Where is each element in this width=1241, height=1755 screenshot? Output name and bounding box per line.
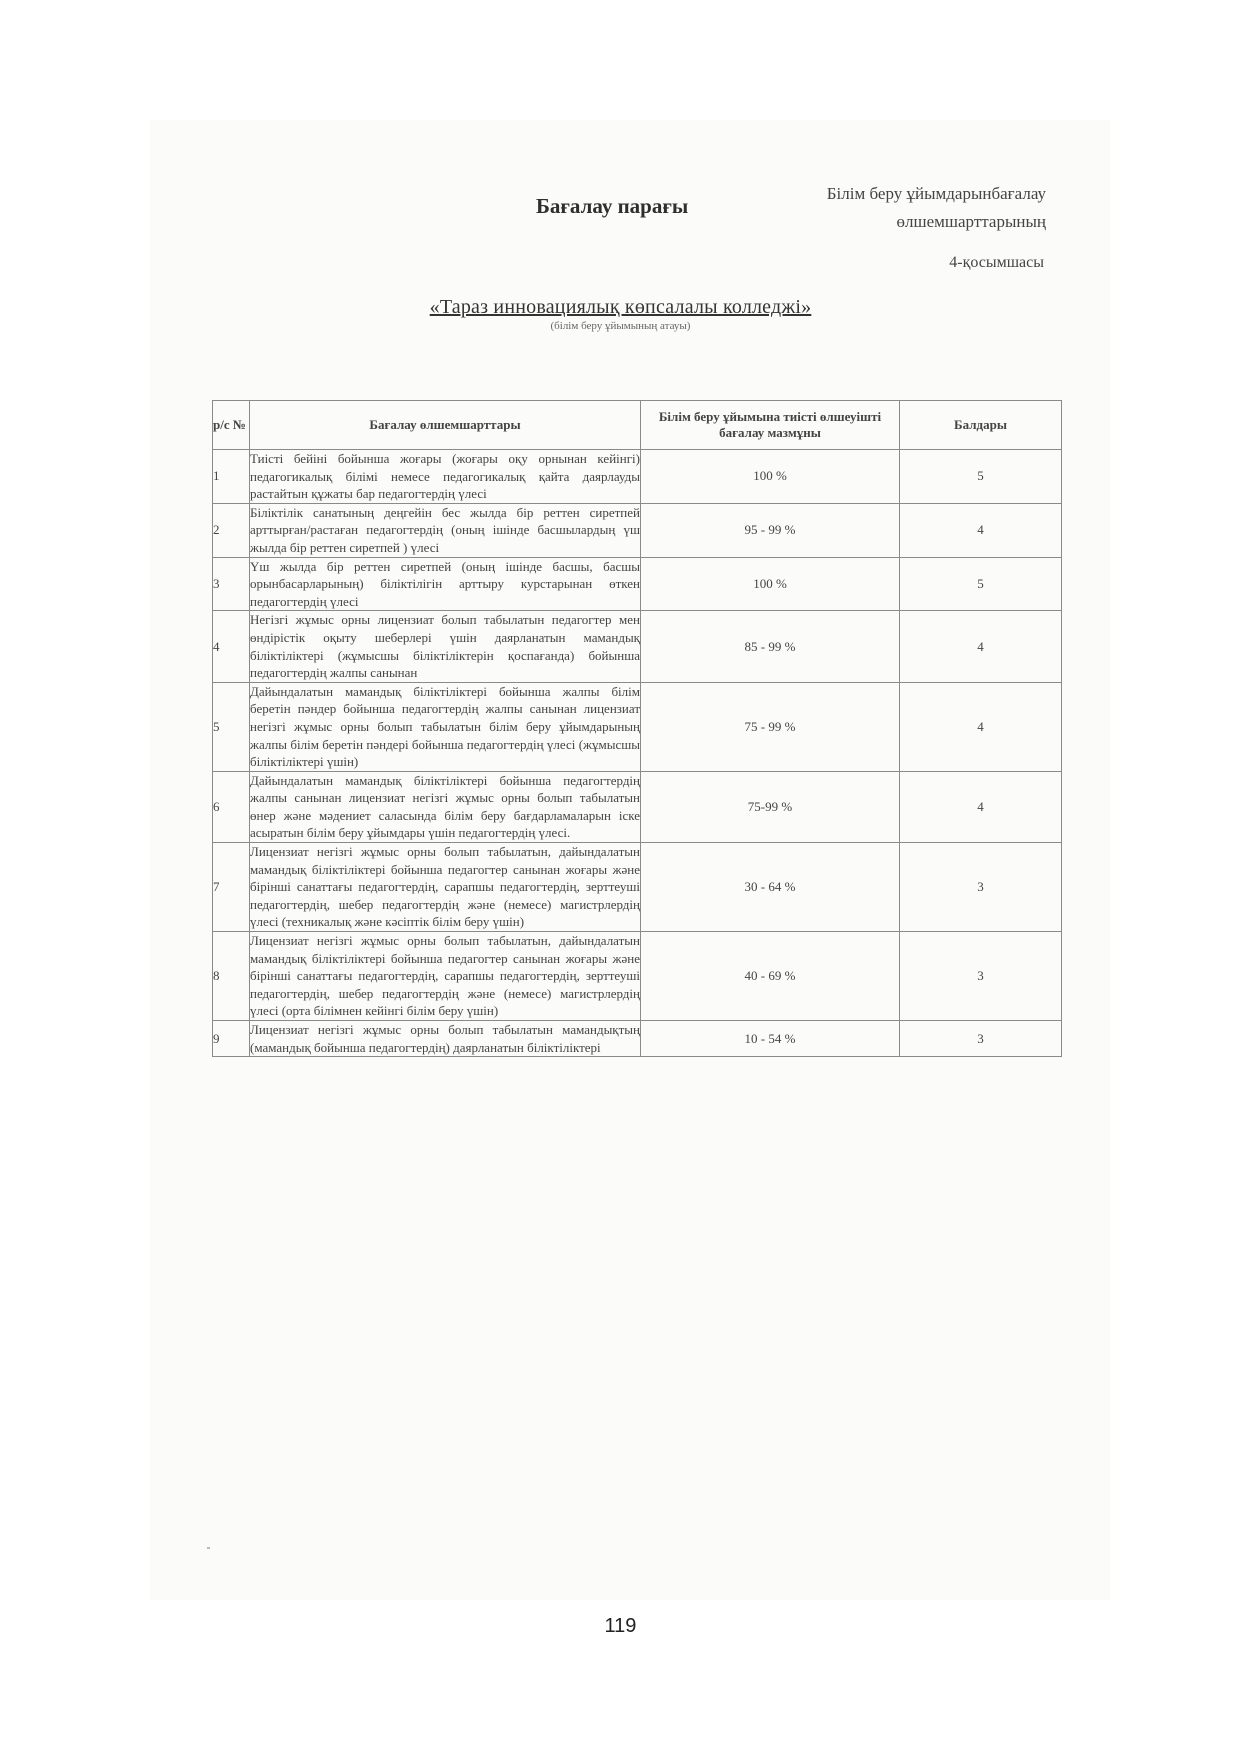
row-value: 95 - 99 % [641, 503, 900, 557]
document-title: Бағалау парағы [536, 194, 689, 218]
row-value: 100 % [641, 450, 900, 504]
row-points: 3 [900, 843, 1062, 932]
row-value: 75 - 99 % [641, 682, 900, 771]
table-row [213, 771, 1062, 842]
annex-reference [827, 180, 1046, 236]
annex-number: 4-қосымшасы [949, 254, 1044, 271]
organization-block [0, 296, 1241, 332]
row-criteria: Негізгі жұмыс орны лицензиат болып табылатын педагогтер мен өндірістік оқыту шеберлері үшін даярланатын мамандық біліктіліктері (жұмысшы біліктіліктерін қоспағанда) бойынша педагогтердің жалпы санынан [250, 611, 641, 682]
row-criteria: Лицензиат негізгі жұмыс орны болып табылатын, дайындалатын мамандық біліктіліктері бойынша педагогтер санынан жоғары және бірінші санаттағы педагогтердің, сарапшы педагогтердің, зерттеуші педагогтердің, шебер педагогтердің және (немесе) магистрлердің үлесі (орта білімнен кейінгі білім беру үшін) [250, 932, 641, 1021]
row-points: 3 [900, 1021, 1062, 1057]
row-points: 4 [900, 771, 1062, 842]
row-number: 8 [213, 932, 250, 1021]
table-row [213, 1021, 1062, 1057]
table-header-row [213, 401, 1062, 450]
header-number: р/с № [213, 401, 250, 450]
row-value: 40 - 69 % [641, 932, 900, 1021]
table-row [213, 503, 1062, 557]
annex-line-1: Білім беру ұйымдарынбағалау [826, 184, 1046, 203]
row-points: 5 [900, 450, 1062, 504]
row-number: 1 [213, 450, 250, 504]
row-number: 4 [213, 611, 250, 682]
table-row [213, 611, 1062, 682]
row-points: 4 [900, 611, 1062, 682]
row-number: 2 [213, 503, 250, 557]
organization-name: «Тараз инновациялық көпсалалы колледжі» [429, 296, 812, 318]
row-value: 75-99 % [641, 771, 900, 842]
header-criteria: Бағалау өлшемшарттары [250, 401, 641, 450]
page-number: 119 [604, 1615, 637, 1637]
criteria-table [212, 400, 1062, 1057]
row-value: 100 % [641, 557, 900, 611]
table-row [213, 932, 1062, 1021]
row-number: 5 [213, 682, 250, 771]
annex-line-2: өлшемшарттарының [896, 212, 1046, 231]
row-criteria: Біліктілік санатының деңгейін бес жылда бір реттен сиретпей арттырған/растаған педагогтердің (оның ішінде басшылардың үш жылда бір реттен сиретпей ) үлесі [250, 503, 641, 557]
row-points: 4 [900, 503, 1062, 557]
table-row [213, 557, 1062, 611]
row-criteria: Лицензиат негізгі жұмыс орны болып табылатын, дайындалатын мамандық біліктіліктері бойынша педагогтер санынан жоғары және бірінші санаттағы педагогтердің, сарапшы педагогтердің, зерттеуші педагогтердің, шебер педагогтердің және (немесе) магистрлердің үлесі (техникалық және кәсіптік білім беру үшін) [250, 843, 641, 932]
organization-caption: (білім беру ұйымының атауы) [550, 320, 691, 332]
row-number: 7 [213, 843, 250, 932]
row-points: 3 [900, 932, 1062, 1021]
table-row [213, 682, 1062, 771]
row-value: 30 - 64 % [641, 843, 900, 932]
row-number: 9 [213, 1021, 250, 1057]
scan-artifact [207, 1547, 210, 1549]
row-criteria: Тиісті бейіні бойынша жоғары (жоғары оқу орнынан кейінгі) педагогикалық білімі немесе педагогикалық қайта даярлауды растайтын құжаты бар педагогтердің үлесі [250, 450, 641, 504]
header-value: Білім беру ұйымына тиісті өлшеуішті бағалау мазмұны [641, 401, 900, 450]
table-row [213, 843, 1062, 932]
row-criteria: Лицензиат негізгі жұмыс орны болып табылатын мамандықтың (мамандық бойынша педагогтердің) даярланатын біліктіліктері [250, 1021, 641, 1057]
row-criteria: Үш жылда бір реттен сиретпей (оның ішінде басшы, басшы орынбасарларының) біліктілігін арттыру курстарынан өткен педагогтердің үлесі [250, 557, 641, 611]
table-row [213, 450, 1062, 504]
row-number: 3 [213, 557, 250, 611]
row-points: 5 [900, 557, 1062, 611]
row-criteria: Дайындалатын мамандық біліктіліктері бойынша педагогтердің жалпы санынан лицензиат негізгі жұмыс орны болып табылатын өнер және мәдениет саласында білім беру бағдарламаларын іске асыратын білім беру ұйымдары үшін педагогтердің үлесі. [250, 771, 641, 842]
header-points: Балдары [900, 401, 1062, 450]
row-value: 85 - 99 % [641, 611, 900, 682]
row-value: 10 - 54 % [641, 1021, 900, 1057]
row-criteria: Дайындалатын мамандық біліктіліктері бойынша жалпы білім беретін пәндер бойынша педагогтердің жалпы санынан лицензиат негізгі жұмыс орны болып табылатын білім беру ұйымдарының жалпы білім беретін пәндері бойынша педагогтердің үлесі (жұмысшы біліктіліктері үшін) [250, 682, 641, 771]
row-points: 4 [900, 682, 1062, 771]
row-number: 6 [213, 771, 250, 842]
